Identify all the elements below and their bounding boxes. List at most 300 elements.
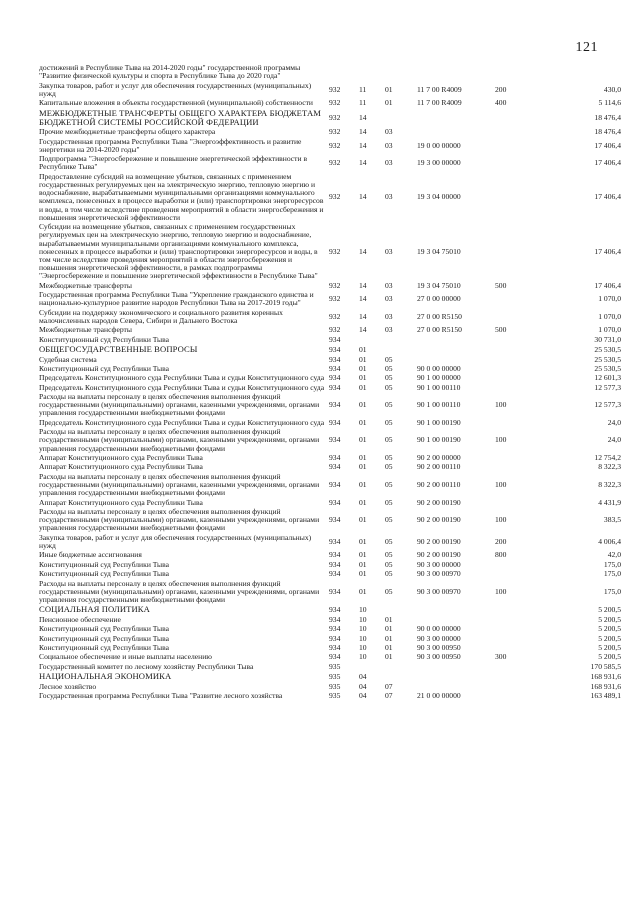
row-expense-type-code [495, 374, 538, 383]
row-subsection-code: 01 [385, 84, 393, 94]
row-subsection-code: 05 [385, 355, 393, 364]
row-ved-code: 934 [329, 605, 341, 614]
row-section-code: 01 [359, 435, 367, 445]
row-expense-type-code: 500 [495, 326, 507, 335]
row-subsection-code: 01 [385, 653, 393, 662]
row-name: Расходы на выплаты персоналу в целях обеспечения выполнения функций государственными (муниципальными) органами, казенными учреждениями, органами управления государственными внебюджетными фондами [39, 427, 320, 453]
row-expense-type-code [495, 692, 538, 701]
row-ved-code: 934 [329, 586, 341, 596]
row-subsection-code: 01 [385, 615, 393, 624]
row-expense-type-code [495, 499, 538, 508]
row-target-article-code: 90 2 00 00190 [417, 498, 461, 507]
budget-table [39, 64, 622, 701]
row-expense-type-code [495, 625, 538, 634]
row-name: Председатель Конституционного суда Республики Тыва и судьи Конституционного суда [39, 382, 325, 392]
row-expense-type-code [495, 463, 538, 472]
row-subsection-code: 05 [385, 400, 393, 410]
row-amount: 163 489,1 [590, 691, 621, 700]
row-name: достижений в Республике Тыва на 2014-2020 годы" государственной программы "Развитие физической культуры и спорта в Республике Тыва до 2020 года" [39, 63, 301, 81]
row-name: Конституционный суд Республики Тыва [39, 559, 169, 569]
row-expense-type-code: 100 [495, 435, 507, 445]
row-amount: 5 200,5 [598, 615, 621, 624]
row-target-article-code: 27 0 00 00000 [417, 294, 461, 304]
row-section-code: 14 [359, 326, 367, 335]
row-amount: 1 070,0 [598, 294, 621, 304]
row-expense-type-code [495, 384, 538, 393]
row-expense-type-code [495, 365, 538, 374]
row-subsection-code: 05 [385, 515, 393, 525]
row-expense-type-code [495, 173, 538, 223]
row-name: МЕЖБЮДЖЕТНЫЕ ТРАНСФЕРТЫ ОБЩЕГО ХАРАКТЕРА БЮДЖЕТАМ БЮДЖЕТНОЙ СИСТЕМЫ РОССИЙСКОЙ ФЕДЕРАЦИИ [39, 107, 321, 127]
row-ved-code: 934 [329, 383, 341, 392]
row-amount: 168 931,6 [590, 682, 621, 691]
row-amount: 25 530,5 [594, 364, 621, 373]
row-ved-code: 932 [329, 311, 341, 321]
row-name: ОБЩЕГОСУДАРСТВЕННЫЕ ВОПРОСЫ [39, 344, 198, 355]
row-target-article-code: 19 3 04 00000 [417, 192, 461, 202]
row-target-article-code: 19 3 00 00000 [417, 158, 461, 168]
row-subsection-code [385, 64, 417, 82]
row-section-code: 01 [359, 498, 367, 507]
row-name: Иные бюджетные ассигнования [39, 550, 142, 560]
row-section-code: 01 [359, 570, 367, 579]
row-subsection-code: 03 [385, 158, 393, 168]
row-amount: 168 931,6 [590, 672, 621, 681]
row-ved-code [329, 64, 359, 82]
row-target-article-code: 27 0 00 R5150 [417, 311, 462, 321]
row-expense-type-code [495, 454, 538, 463]
row-target-article-code: 90 2 00 00110 [417, 463, 461, 472]
row-ved-code: 934 [329, 551, 341, 560]
row-section-code: 04 [359, 682, 367, 691]
row-ved-code: 934 [329, 625, 341, 634]
row-expense-type-code [495, 561, 538, 570]
row-name: Расходы на выплаты персоналу в целях обеспечения выполнения функций государственными (муниципальными) органами, казенными учреждениями, органами управления государственными внебюджетными фондами [39, 471, 320, 498]
row-ved-code: 932 [329, 112, 341, 122]
row-ved-code: 934 [329, 374, 341, 383]
row-subsection-code: 03 [385, 140, 393, 150]
row-expense-type-code: 400 [495, 99, 507, 108]
row-target-article-code: 90 3 00 00000 [417, 560, 461, 569]
row-subsection-code: 05 [385, 551, 393, 560]
row-target-article-code: 90 3 00 00970 [417, 570, 461, 579]
row-subsection-code [385, 336, 417, 345]
row-expense-type-code [495, 291, 538, 309]
row-amount: 42,0 [607, 551, 621, 560]
row-target-article-code: 19 3 04 75010 [417, 281, 461, 290]
row-name: Субсидии на возмещение убытков, связанных с применением государственных регулируемых цен на электрическую энергию, тепловую энергию и водоснабжение, вырабатываемыми муниципальными организациями коммунального комплекса, понесенных в процессе выработки и (или) транспортировки энергоресурсов и воды, в том числе вследствие проведения мероприятий в области энергосбережения и повышения энергетической эффективности, в рамках подпрограммы "Энергосбережение и повышение энергетической эффективности в Республике Тыва" [39, 222, 318, 281]
row-section-code: 14 [359, 112, 367, 122]
row-amount: 5 200,5 [598, 653, 621, 662]
row-expense-type-code: 100 [495, 586, 507, 596]
row-section-code: 04 [359, 691, 367, 700]
row-target-article-code: 11 7 00 R4009 [417, 84, 462, 94]
row-amount: 25 530,5 [594, 355, 621, 364]
row-section-code: 14 [359, 140, 367, 150]
row-name: Расходы на выплаты персоналу в целях обеспечения выполнения функций государственными (муниципальными) органами, казенными учреждениями, органами управления государственными внебюджетными фондами [39, 578, 320, 604]
row-section-code: 11 [359, 99, 367, 108]
row-section-code [359, 663, 385, 672]
table-row [39, 672, 622, 682]
row-ved-code: 934 [329, 355, 341, 364]
row-subsection-code: 05 [385, 498, 393, 507]
row-target-article-code [417, 663, 495, 672]
row-name: Председатель Конституционного суда Республики Тыва и судьи Конституционного суда [39, 373, 325, 383]
row-ved-code: 932 [329, 281, 341, 290]
row-section-code: 10 [359, 615, 367, 624]
row-subsection-code: 05 [385, 435, 393, 445]
row-ved-code: 934 [329, 570, 341, 579]
row-subsection-code: 05 [385, 536, 393, 546]
row-target-article-code: 90 2 00 00190 [417, 536, 461, 546]
row-amount: 175,0 [603, 586, 621, 596]
row-expense-type-code [495, 663, 538, 672]
row-amount: 12 754,2 [594, 454, 621, 463]
table-row [39, 309, 622, 327]
row-section-code: 01 [359, 480, 367, 490]
row-target-article-code: 21 0 00 00000 [417, 691, 461, 700]
row-amount: 17 406,4 [594, 246, 621, 256]
row-name: Конституционный суд Республики Тыва [39, 642, 169, 652]
row-name: Аппарат Конституционного суда Республики Тыва [39, 453, 203, 463]
row-ved-code: 932 [329, 140, 341, 150]
table-row [39, 692, 622, 701]
row-section-code: 10 [359, 634, 367, 643]
row-target-article-code: 90 1 00 00000 [417, 374, 461, 383]
row-target-article-code [417, 683, 495, 692]
row-target-article-code [417, 356, 495, 365]
row-target-article-code: 90 1 00 00110 [417, 400, 461, 410]
row-name: Аппарат Конституционного суда Республики Тыва [39, 462, 203, 472]
row-target-article-code: 90 3 00 00970 [417, 586, 461, 596]
row-target-article-code [417, 109, 495, 129]
row-subsection-code [385, 345, 417, 355]
row-name: Капитальные вложения в объекты государственной (муниципальной) собственности [39, 98, 313, 108]
row-amount: 17 406,4 [594, 281, 621, 290]
table-row [39, 64, 622, 82]
row-expense-type-code: 100 [495, 480, 507, 490]
row-target-article-code: 19 0 00 00000 [417, 140, 461, 150]
row-ved-code: 934 [329, 335, 341, 344]
table-row [39, 605, 622, 615]
row-section-code: 10 [359, 605, 367, 614]
row-name: Конституционный суд Республики Тыва [39, 569, 169, 579]
row-ved-code: 934 [329, 643, 341, 652]
row-target-article-code: 90 0 00 00000 [417, 364, 461, 373]
row-section-code: 01 [359, 355, 367, 364]
row-section-code: 01 [359, 463, 367, 472]
row-expense-type-code [495, 155, 538, 173]
row-section-code: 14 [359, 192, 367, 202]
table-row [39, 473, 622, 499]
row-target-article-code: 90 3 00 00000 [417, 634, 461, 643]
row-amount: 383,5 [603, 515, 621, 525]
row-target-article-code: 90 1 00 00110 [417, 383, 461, 392]
row-subsection-code: 05 [385, 364, 393, 373]
row-section-code: 01 [359, 586, 367, 596]
row-amount [538, 64, 622, 82]
row-name: Межбюджетные трансферты [39, 325, 132, 335]
table-row [39, 291, 622, 309]
row-subsection-code: 05 [385, 586, 393, 596]
row-amount: 1 070,0 [598, 326, 621, 335]
table-row [39, 534, 622, 552]
row-ved-code: 934 [329, 418, 341, 427]
table-row [39, 508, 622, 534]
row-expense-type-code: 300 [495, 653, 507, 662]
row-subsection-code: 07 [385, 691, 393, 700]
row-ved-code: 934 [329, 400, 341, 410]
row-target-article-code: 19 3 04 75010 [417, 246, 461, 256]
row-section-code: 01 [359, 374, 367, 383]
row-expense-type-code [495, 605, 538, 615]
row-subsection-code: 03 [385, 128, 393, 137]
row-expense-type-code [495, 683, 538, 692]
row-amount: 4 006,4 [598, 536, 621, 546]
row-subsection-code [385, 605, 417, 615]
row-ved-code: 934 [329, 615, 341, 624]
row-ved-code: 932 [329, 128, 341, 137]
row-section-code: 01 [359, 536, 367, 546]
row-section-code: 01 [359, 454, 367, 463]
row-ved-code: 932 [329, 294, 341, 304]
row-name: Субсидии на поддержку экономического и социального развития коренных малочисленных народов Севера, Сибири и Дальнего Востока [39, 307, 283, 325]
row-subsection-code: 03 [385, 281, 393, 290]
row-ved-code: 934 [329, 498, 341, 507]
row-amount: 30 731,0 [594, 335, 621, 344]
table-row [39, 82, 622, 100]
row-expense-type-code [495, 419, 538, 428]
table-row [39, 345, 622, 355]
row-section-code: 04 [359, 672, 367, 681]
row-name: Конституционный суд Республики Тыва [39, 633, 169, 643]
row-ved-code: 932 [329, 99, 341, 108]
row-subsection-code: 05 [385, 480, 393, 490]
row-target-article-code: 27 0 00 R5150 [417, 326, 462, 335]
row-subsection-code: 05 [385, 454, 393, 463]
row-name: Государственная программа Республики Тыва "Энергоэффективность и развитие энергетики на 2014-2020 годы" [39, 136, 302, 154]
table-row [39, 223, 622, 282]
row-amount: 8 322,3 [598, 463, 621, 472]
row-target-article-code [417, 336, 495, 345]
row-subsection-code: 03 [385, 311, 393, 321]
row-section-code: 01 [359, 383, 367, 392]
row-amount: 25 530,5 [594, 345, 621, 354]
row-name: Государственная программа Республики Тыва "Развитие лесного хозяйства [39, 690, 283, 700]
row-expense-type-code: 200 [495, 536, 507, 546]
row-subsection-code: 03 [385, 192, 393, 202]
row-amount: 5 200,5 [598, 643, 621, 652]
row-target-article-code: 90 0 00 00000 [417, 625, 461, 634]
row-subsection-code [385, 663, 417, 672]
row-target-article-code [417, 128, 495, 137]
row-expense-type-code [495, 336, 538, 345]
row-amount: 5 114,6 [598, 99, 621, 108]
row-subsection-code: 03 [385, 294, 393, 304]
row-amount: 12 577,3 [594, 383, 621, 392]
row-name: НАЦИОНАЛЬНАЯ ЭКОНОМИКА [39, 671, 172, 682]
row-subsection-code: 01 [385, 625, 393, 634]
row-expense-type-code [495, 309, 538, 327]
row-amount: 430,0 [603, 84, 621, 94]
row-ved-code: 932 [329, 326, 341, 335]
row-amount: 175,0 [603, 570, 621, 579]
row-target-article-code: 90 1 00 00190 [417, 418, 461, 427]
row-section-code: 10 [359, 653, 367, 662]
row-expense-type-code: 500 [495, 281, 507, 290]
row-subsection-code: 03 [385, 326, 393, 335]
table-row [39, 109, 622, 129]
row-name: Лесное хозяйство [39, 681, 97, 691]
row-amount: 17 406,4 [594, 192, 621, 202]
row-amount: 17 406,4 [594, 158, 621, 168]
table-row [39, 580, 622, 606]
row-subsection-code: 05 [385, 560, 393, 569]
row-expense-type-code: 100 [495, 515, 507, 525]
row-section-code: 14 [359, 281, 367, 290]
row-subsection-code [385, 109, 417, 129]
row-ved-code: 934 [329, 364, 341, 373]
row-section-code [359, 64, 385, 82]
row-amount: 1 070,0 [598, 311, 621, 321]
row-expense-type-code [495, 570, 538, 579]
row-amount: 12 601,3 [594, 374, 621, 383]
row-target-article-code: 11 7 00 R4009 [417, 99, 462, 108]
row-expense-type-code [495, 616, 538, 625]
row-name: Прочие межбюджетные трансферты общего характера [39, 127, 216, 137]
row-amount: 24,0 [607, 435, 621, 445]
row-name: Государственная программа Республики Тыва "Укрепление гражданского единства и национально-культурное развитие народов Республики Тыва на 2017-2019 годы" [39, 290, 314, 308]
row-section-code: 14 [359, 311, 367, 321]
row-ved-code: 935 [329, 691, 341, 700]
row-name: Судебная система [39, 354, 97, 364]
row-amount: 18 476,4 [594, 112, 621, 122]
row-target-article-code: 90 3 00 00950 [417, 643, 461, 652]
row-target-article-code [417, 64, 495, 82]
row-amount: 18 476,4 [594, 128, 621, 137]
row-expense-type-code [495, 644, 538, 653]
row-expense-type-code: 100 [495, 400, 507, 410]
row-subsection-code: 05 [385, 463, 393, 472]
row-ved-code: 934 [329, 345, 341, 354]
row-name: Государственный комитет по лесному хозяйству Республики Тыва [39, 661, 254, 671]
row-expense-type-code [495, 109, 538, 129]
row-name: Закупка товаров, работ и услуг для обеспечения государственных (муниципальных) нужд [39, 532, 312, 551]
row-amount: 4 431,9 [598, 498, 621, 507]
row-subsection-code [385, 672, 417, 682]
row-target-article-code: 90 2 00 00190 [417, 515, 461, 525]
row-ved-code: 934 [329, 634, 341, 643]
row-amount: 5 200,5 [598, 634, 621, 643]
row-subsection-code: 03 [385, 246, 393, 256]
row-target-article-code: 90 3 00 00950 [417, 653, 461, 662]
row-section-code: 01 [359, 400, 367, 410]
row-section-code: 10 [359, 643, 367, 652]
row-subsection-code: 05 [385, 570, 393, 579]
row-name: Межбюджетные трансферты [39, 280, 132, 290]
row-amount: 5 200,5 [598, 625, 621, 634]
row-ved-code: 932 [329, 192, 341, 202]
row-section-code: 11 [359, 84, 367, 94]
row-ved-code: 934 [329, 454, 341, 463]
row-name: Закупка товаров, работ и услуг для обеспечения государственных (муниципальных) нужд [39, 80, 312, 98]
row-expense-type-code: 200 [495, 84, 507, 94]
row-target-article-code: 90 2 00 00000 [417, 454, 461, 463]
row-expense-type-code [495, 672, 538, 682]
row-ved-code: 934 [329, 536, 341, 546]
row-ved-code: 934 [329, 463, 341, 472]
table-row [39, 393, 622, 419]
row-subsection-code: 07 [385, 682, 393, 691]
table-row [39, 138, 622, 156]
row-name: Предоставление субсидий на возмещение убытков, связанных с применением государственных регулируемых цен на электрическую энергию, тепловую энергию и водоснабжение, вырабатываемыми муниципальными организациями коммунального комплекса, понесенных в процессе выработки и (или) транспортировки энергоресурсов и воды, в том числе вследствие проведения мероприятий в области энергосбережения и повышения энергетической эффективности [39, 171, 324, 222]
row-name: Расходы на выплаты персоналу в целях обеспечения выполнения функций государственными (муниципальными) органами, казенными учреждениями, органами управления государственными внебюджетными фондами [39, 392, 320, 418]
row-ved-code: 934 [329, 435, 341, 445]
row-section-code: 14 [359, 246, 367, 256]
row-target-article-code [417, 672, 495, 682]
row-expense-type-code [495, 128, 538, 137]
row-target-article-code [417, 616, 495, 625]
row-target-article-code: 90 1 00 00190 [417, 435, 461, 445]
page-number: 121 [575, 40, 598, 55]
row-target-article-code [417, 605, 495, 615]
row-name: Председатель Конституционного суда Республики Тыва и судьи Конституционного суда [39, 417, 325, 427]
row-section-code: 01 [359, 560, 367, 569]
row-expense-type-code [495, 138, 538, 156]
row-section-code: 01 [359, 418, 367, 427]
row-subsection-code: 01 [385, 99, 393, 108]
row-amount: 8 322,3 [598, 480, 621, 490]
row-ved-code: 935 [329, 672, 341, 681]
row-name: Конституционный суд Республики Тыва [39, 363, 169, 373]
row-name: Аппарат Конституционного суда Республики Тыва [39, 497, 203, 507]
row-subsection-code: 01 [385, 634, 393, 643]
row-name: Конституционный суд Республики Тыва [39, 334, 169, 344]
row-amount: 17 406,4 [594, 140, 621, 150]
row-section-code: 01 [359, 364, 367, 373]
row-name: Социальное обеспечение и иные выплаты населению [39, 652, 212, 662]
row-name: Пенсионное обеспечение [39, 614, 121, 624]
row-amount: 5 200,5 [598, 605, 621, 614]
row-name: СОЦИАЛЬНАЯ ПОЛИТИКА [39, 604, 150, 615]
row-name: Конституционный суд Республики Тыва [39, 624, 169, 634]
row-section-code: 01 [359, 515, 367, 525]
row-ved-code: 932 [329, 158, 341, 168]
row-amount: 170 585,5 [590, 662, 621, 671]
row-target-article-code [417, 345, 495, 355]
row-ved-code: 935 [329, 682, 341, 691]
row-expense-type-code: 800 [495, 551, 507, 560]
row-section-code: 01 [359, 551, 367, 560]
row-expense-type-code [495, 345, 538, 355]
row-expense-type-code [495, 635, 538, 644]
row-target-article-code: 90 2 00 00190 [417, 551, 461, 560]
row-section-code: 14 [359, 128, 367, 137]
row-section-code: 01 [359, 345, 367, 354]
row-subsection-code: 05 [385, 374, 393, 383]
row-section-code: 14 [359, 158, 367, 168]
row-ved-code: 935 [329, 662, 341, 671]
row-subsection-code: 05 [385, 383, 393, 392]
row-section-code: 10 [359, 625, 367, 634]
row-ved-code: 934 [329, 515, 341, 525]
table-row [39, 155, 622, 173]
row-amount: 12 577,3 [594, 400, 621, 410]
row-ved-code: 932 [329, 246, 341, 256]
table-row [39, 428, 622, 454]
row-ved-code: 934 [329, 560, 341, 569]
row-ved-code: 934 [329, 480, 341, 490]
